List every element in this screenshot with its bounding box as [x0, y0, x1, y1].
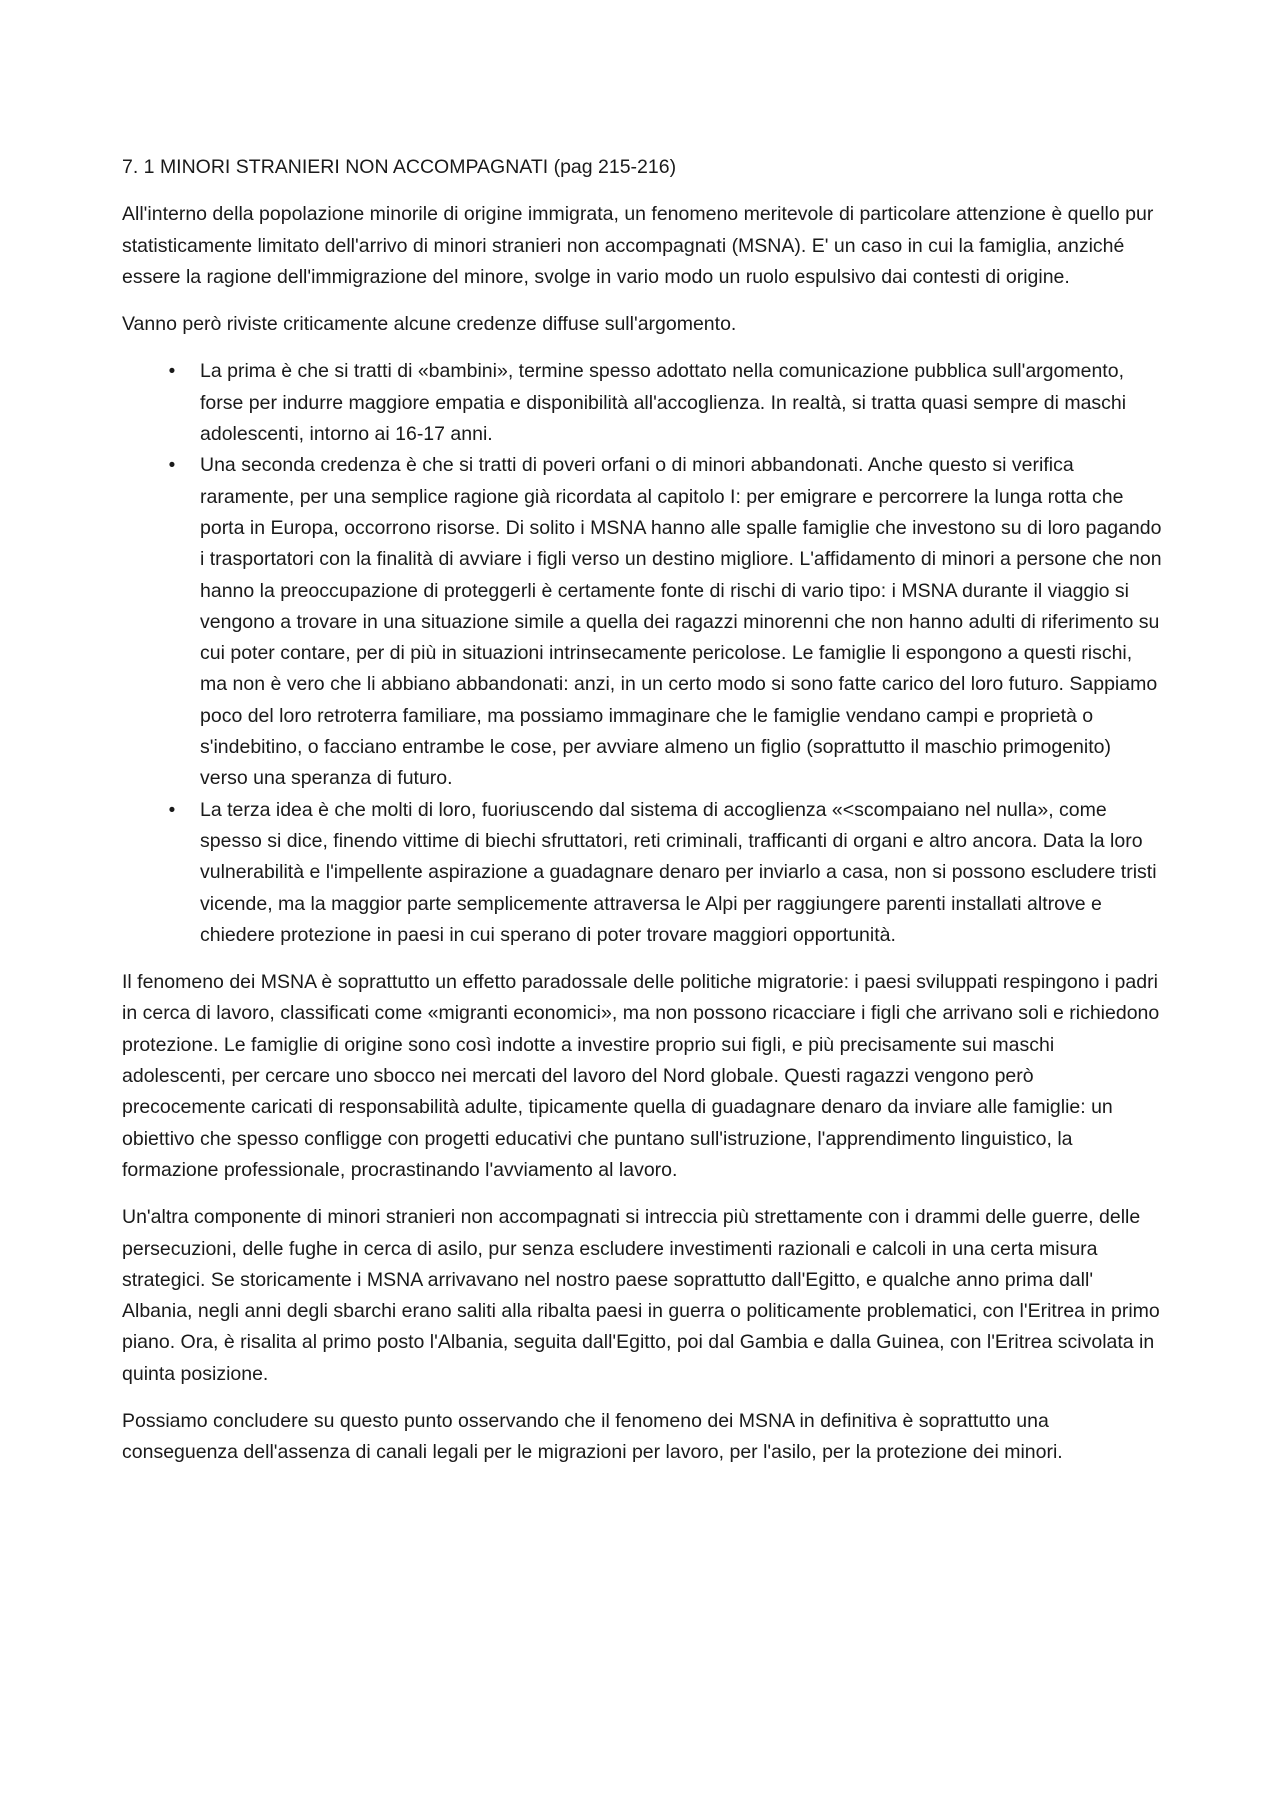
body-paragraph-3: Possiamo concludere su questo punto osservando che il fenomeno dei MSNA in definitiva è soprattutto una conseguenza dell'assenza di canali legali per le migrazioni per lavoro, per l'asilo, per la protezione dei minori. — [122, 1409, 1063, 1464]
intro-paragraph-2: Vanno però riviste criticamente alcune credenze diffuse sull'argomento. — [122, 313, 737, 336]
list-item-text: Una seconda credenza è che si tratti di poveri orfani o di minori abbandonati. Anche questo si verifica raramente, per una semplice ragione già ricordata al capitolo I: per emigrare e percorrere la lunga rotta che porta in Europa, occorrono risorse. Di solito i MSNA hanno alle spalle famiglie che investono su di loro pagando i trasportatori con la finalità di avviare i figli verso un destino migliore. L'affidamento di minori a persone che non hanno la preoccupazione di proteggerli è certamente fonte di rischi di vario tipo: i MSNA durante il viaggio si vengono a trovare in una situazione simile a quella dei ragazzi minorenni che non hanno adulti di riferimento su cui poter contare, per di più in situazioni intrinsecamente pericolose. Le famiglie li espongono a questi rischi, ma non è vero che li abbiano abbandonati: anzi, in un certo modo si sono fatte carico del loro futuro. Sappiamo poco del loro retroterra familiare, ma possiamo immaginare che le famiglie vendano campi e proprietà o s'indebitino, o facciano entrambe le cose, per avviare almeno un figlio (soprattutto il maschio primogenito) verso una speranza di futuro. — [200, 454, 1162, 790]
bullet-icon: • — [168, 799, 176, 821]
section-title: 7. 1 MINORI STRANIERI NON ACCOMPAGNATI (pag 215-216) — [122, 156, 677, 178]
list-item — [122, 356, 1162, 450]
list-item-text: La terza idea è che molti di loro, fuoriuscendo dal sistema di accoglienza «<scompaiano nel nulla», come spesso si dice, finendo vittime di biechi sfruttatori, reti criminali, trafficanti di organi e altro ancora. Data la loro vulnerabilità e l'impellente aspirazione a guadagnare denaro per inviarlo a casa, non si possono escludere tristi vicende, ma la maggior parte semplicemente attraversa le Alpi per raggiungere parenti installati altrove e chiedere protezione in paesi in cui sperano di poter trovare maggiori opportunità. — [200, 798, 1157, 946]
intro-paragraph-1: All'interno della popolazione minorile di origine immigrata, un fenomeno meritevole di particolare attenzione è quello pur statisticamente limitato dell'arrivo di minori stranieri non accompagnati (MSNA). E' un caso in cui la famiglia, anziché essere la ragione dell'immigrazione del minore, svolge in vario modo un ruolo espulsivo dai contesti di origine. — [122, 203, 1154, 288]
bullet-icon: • — [168, 455, 176, 477]
document-page — [122, 152, 1162, 1485]
list-item-text: La prima è che si tratti di «bambini», termine spesso adottato nella comunicazione pubblica sull'argomento, forse per indurre maggiore empatia e disponibilità all'accoglienza. In realtà, si tratta quasi sempre di maschi adolescenti, intorno ai 16-17 anni. — [200, 360, 1127, 446]
bullet-icon: • — [168, 361, 176, 383]
list-item — [122, 795, 1162, 951]
beliefs-list — [122, 356, 1162, 951]
body-paragraph-1: Il fenomeno dei MSNA è soprattutto un effetto paradossale delle politiche migratorie: i paesi sviluppati respingono i padri in cerca di lavoro, classificati come «migranti economici», ma non possono ricacciare i figli che arrivano soli e richiedono protezione. Le famiglie di origine sono così indotte a investire proprio sui figli, e più precisamente sui maschi adolescenti, per cercare uno sbocco nei mercati del lavoro del Nord globale. Questi ragazzi vengono però precocemente caricati di responsabilità adulte, tipicamente quella di guadagnare denaro da inviare alle famiglie: un obiettivo che spesso confligge con progetti educativi che puntano sull'istruzione, l'apprendimento linguistico, la formazione professionale, procrastinando l'avviamento al lavoro. — [122, 971, 1160, 1181]
body-paragraph-2: Un'altra componente di minori stranieri non accompagnati si intreccia più strettamente con i drammi delle guerre, delle persecuzioni, delle fughe in cerca di asilo, pur senza escludere investimenti razionali e calcoli in una certa misura strategici. Se storicamente i MSNA arrivavano nel nostro paese soprattutto dall'Egitto, e qualche anno prima dall' Albania, negli anni degli sbarchi erano saliti alla ribalta paesi in guerra o politicamente problematici, con l'Eritrea in primo piano. Ora, è risalita al primo posto l'Albania, seguita dall'Egitto, poi dal Gambia e dalla Guinea, con l'Eritrea scivolata in quinta posizione. — [122, 1206, 1160, 1385]
list-item — [122, 450, 1162, 794]
